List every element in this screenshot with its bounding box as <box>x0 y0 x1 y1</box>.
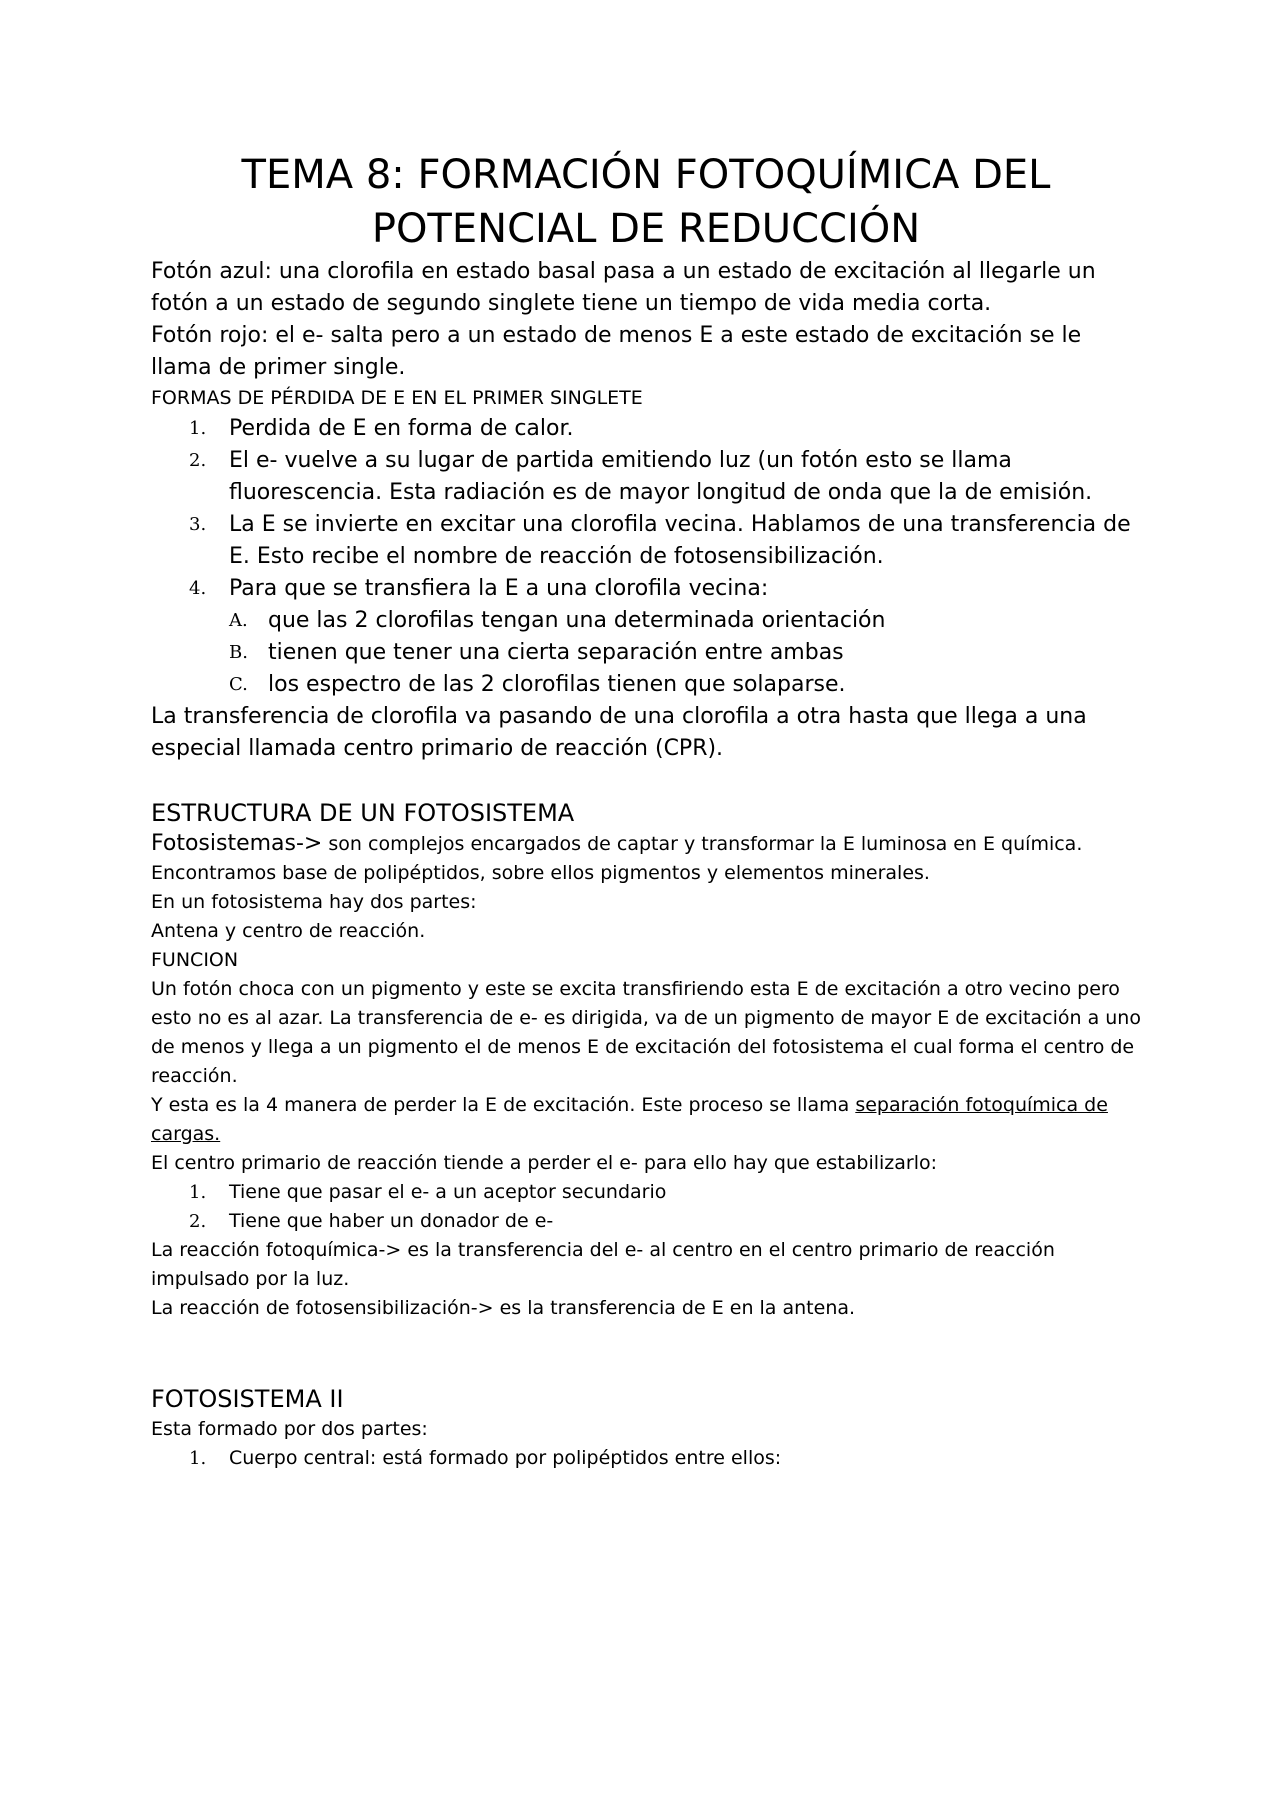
paragraph-fotosistemas <box>151 829 1141 888</box>
list-number: 4. <box>189 578 207 599</box>
paragraph-reaccion-fotoquimica: La reacción fotoquímica-> es la transferencia del e- al centro en el centro primario de reacción impulsado por la luz. <box>151 1239 1055 1290</box>
paragraph-dos-partes: En un fotosistema hay dos partes: <box>151 891 477 913</box>
list-item-text: Perdida de E en forma de calor. <box>229 416 574 441</box>
list-item <box>151 413 1141 445</box>
list-item <box>151 573 1141 605</box>
sub-list <box>151 605 1141 701</box>
paragraph-cuarta-manera <box>151 1091 1141 1149</box>
spacer <box>151 1323 1141 1383</box>
list-item-text: los espectro de las 2 clorofilas tienen que solaparse. <box>268 672 846 697</box>
list-item <box>151 1207 1141 1236</box>
paragraph-transferencia: La transferencia de clorofila va pasando de una clorofila a otra hasta que llega a una especial llamada centro primario de reacción (CPR). <box>151 704 1087 761</box>
list-item-text: Tiene que pasar el e- a un aceptor secundario <box>229 1181 667 1203</box>
list-letter: C. <box>229 674 248 695</box>
list-item-text: Cuerpo central: está formado por polipéptidos entre ellos: <box>229 1447 782 1469</box>
title-line-2: POTENCIAL DE REDUCCIÓN <box>371 206 921 252</box>
term-fotosistemas: Fotosistemas-> <box>151 831 323 856</box>
paragraph-antena: Antena y centro de reacción. <box>151 920 426 942</box>
fotosistema-ii-list <box>151 1444 1141 1473</box>
document-content <box>151 148 1141 1473</box>
spacer <box>151 765 1141 797</box>
heading-formas-perdida: FORMAS DE PÉRDIDA DE E EN EL PRIMER SINGLETE <box>151 387 643 409</box>
list-item-text: Tiene que haber un donador de e- <box>229 1210 554 1232</box>
list-item <box>151 1178 1141 1207</box>
paragraph-formado: Esta formado por dos partes: <box>151 1418 428 1440</box>
title-line-1: TEMA 8: FORMACIÓN FOTOQUÍMICA DEL <box>241 152 1051 198</box>
paragraph-foton-azul: Fotón azul: una clorofila en estado basal pasa a un estado de excitación al llegarle un fotón a un estado de segundo singlete tiene un tiempo de vida media corta. <box>151 259 1096 316</box>
list-item <box>151 1444 1141 1473</box>
list-letter: B. <box>229 642 248 663</box>
list-item-text: Para que se transfiera la E a una clorofila vecina: <box>229 576 769 601</box>
list-item <box>151 445 1141 509</box>
sub-list-item <box>151 605 1141 637</box>
heading-fotosistema-ii: FOTOSISTEMA II <box>151 1385 344 1413</box>
underlined-term: separación fotoquímica de cargas. <box>151 1094 1108 1145</box>
list-number: 1. <box>189 1448 207 1469</box>
list-number: 1. <box>189 1182 207 1203</box>
paragraph-foton-rojo: Fotón rojo: el e- salta pero a un estado de menos E a este estado de excitación se le llama de primer single. <box>151 323 1082 380</box>
list-number: 3. <box>189 514 207 535</box>
cuarta-manera-text: Y esta es la 4 manera de perder la E de excitación. Este proceso se llama <box>151 1094 856 1116</box>
list-item <box>151 509 1141 573</box>
list-letter: A. <box>229 610 248 631</box>
list-item-text: El e- vuelve a su lugar de partida emitiendo luz (un fotón esto se llama fluorescencia. Esta radiación es de mayor longitud de onda que la de emisión. <box>229 448 1093 505</box>
page-title <box>151 148 1141 256</box>
formas-list <box>151 413 1141 605</box>
heading-funcion: FUNCION <box>151 949 239 971</box>
paragraph-reaccion-fotosensibilizacion: La reacción de fotosensibilización-> es la transferencia de E en la antena. <box>151 1297 856 1319</box>
sub-list-item <box>151 669 1141 701</box>
list-item-text: tienen que tener una cierta separación entre ambas <box>268 640 844 665</box>
list-number: 1. <box>189 418 207 439</box>
paragraph-centro-primario: El centro primario de reacción tiende a perder el e- para ello hay que estabilizarlo: <box>151 1152 938 1174</box>
list-number: 2. <box>189 450 207 471</box>
estabilizar-list <box>151 1178 1141 1236</box>
heading-estructura: ESTRUCTURA DE UN FOTOSISTEMA <box>151 799 575 827</box>
list-item-text: que las 2 clorofilas tengan una determinada orientación <box>268 608 886 633</box>
paragraph-foton-choca: Un fotón choca con un pigmento y este se excita transfiriendo esta E de excitación a otro vecino pero esto no es al azar. La transferencia de e- es dirigida, va de un pigmento de mayor E de excitación a uno de menos y llega a un pigmento el de menos E de excitación del fotosistema el cual forma el centro de reacción. <box>151 978 1141 1087</box>
list-item-text: La E se invierte en excitar una clorofila vecina. Hablamos de una transferencia de E. Esto recibe el nombre de reacción de fotosensibilización. <box>229 512 1131 569</box>
sub-list-item <box>151 637 1141 669</box>
definition-fotosistemas: son complejos encargados de captar y transformar la E luminosa en E química. Encontramos base de polipéptidos, sobre ellos pigmentos y elementos minerales. <box>151 833 1083 884</box>
list-number: 2. <box>189 1211 207 1232</box>
